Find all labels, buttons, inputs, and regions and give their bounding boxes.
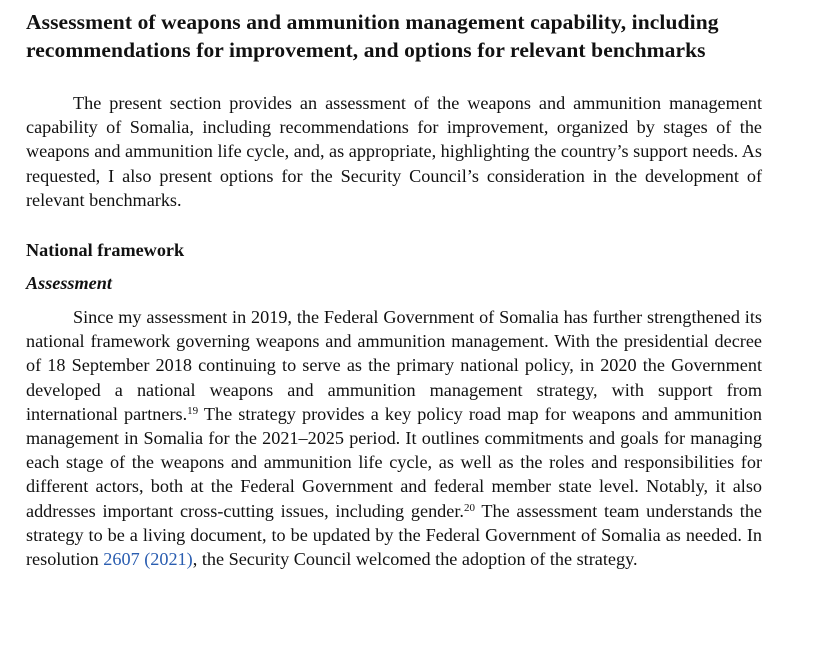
- resolution-link[interactable]: 2607 (2021): [103, 549, 193, 570]
- intro-paragraph: The present section provides an assessment of the weapons and ammunition management capability of Somalia, including recommendations for improvement, organized by stages of the weapons and ammunition life cycle, and, as appropriate, highlighting the country’s support needs. As requested, I also present options for the Security Council’s consideration in the development of relevant benchmarks.: [26, 93, 762, 210]
- paragraph-text-3: The assessment team understands the strategy to be a living document, to be updated by the Federal Government of Somalia as needed. In resolution: [26, 500, 762, 570]
- body-paragraph: [26, 305, 762, 571]
- footnote-ref-19[interactable]: 19: [187, 404, 199, 417]
- subsection-subtitle: Assessment: [26, 273, 112, 294]
- paragraph-text-4: , the Security Council welcomed the adoption of the strategy.: [192, 549, 638, 570]
- section-heading: Assessment of weapons and ammunition management capability, including recommendations for improvement, and options for relevant benchmarks: [26, 10, 719, 62]
- subsection-title: National framework: [26, 240, 185, 261]
- paragraph-text-2: The strategy provides a key policy road map for weapons and ammunition management in Somalia for the 2021–2025 period. It outlines commitments and goals for managing each stage of the weapons and ammunition life cycle, as well as the roles and responsibilities for different actors, both at the Federal Government and federal member state level. Notably, it also addresses important cross-cutting issues, including gender.: [26, 403, 762, 521]
- paragraph-text-1: Since my assessment in 2019, the Federal Government of Somalia has further strengthened its national framework governing weapons and ammunition management. With the presidential decree of 18 September 2018 continuing to serve as the primary national policy, in 2020 the Government developed a national weapons and ammunition management strategy, with support from international partners.: [26, 307, 762, 424]
- footnote-ref-20[interactable]: 20: [463, 501, 475, 514]
- document-page: [26, 8, 762, 571]
